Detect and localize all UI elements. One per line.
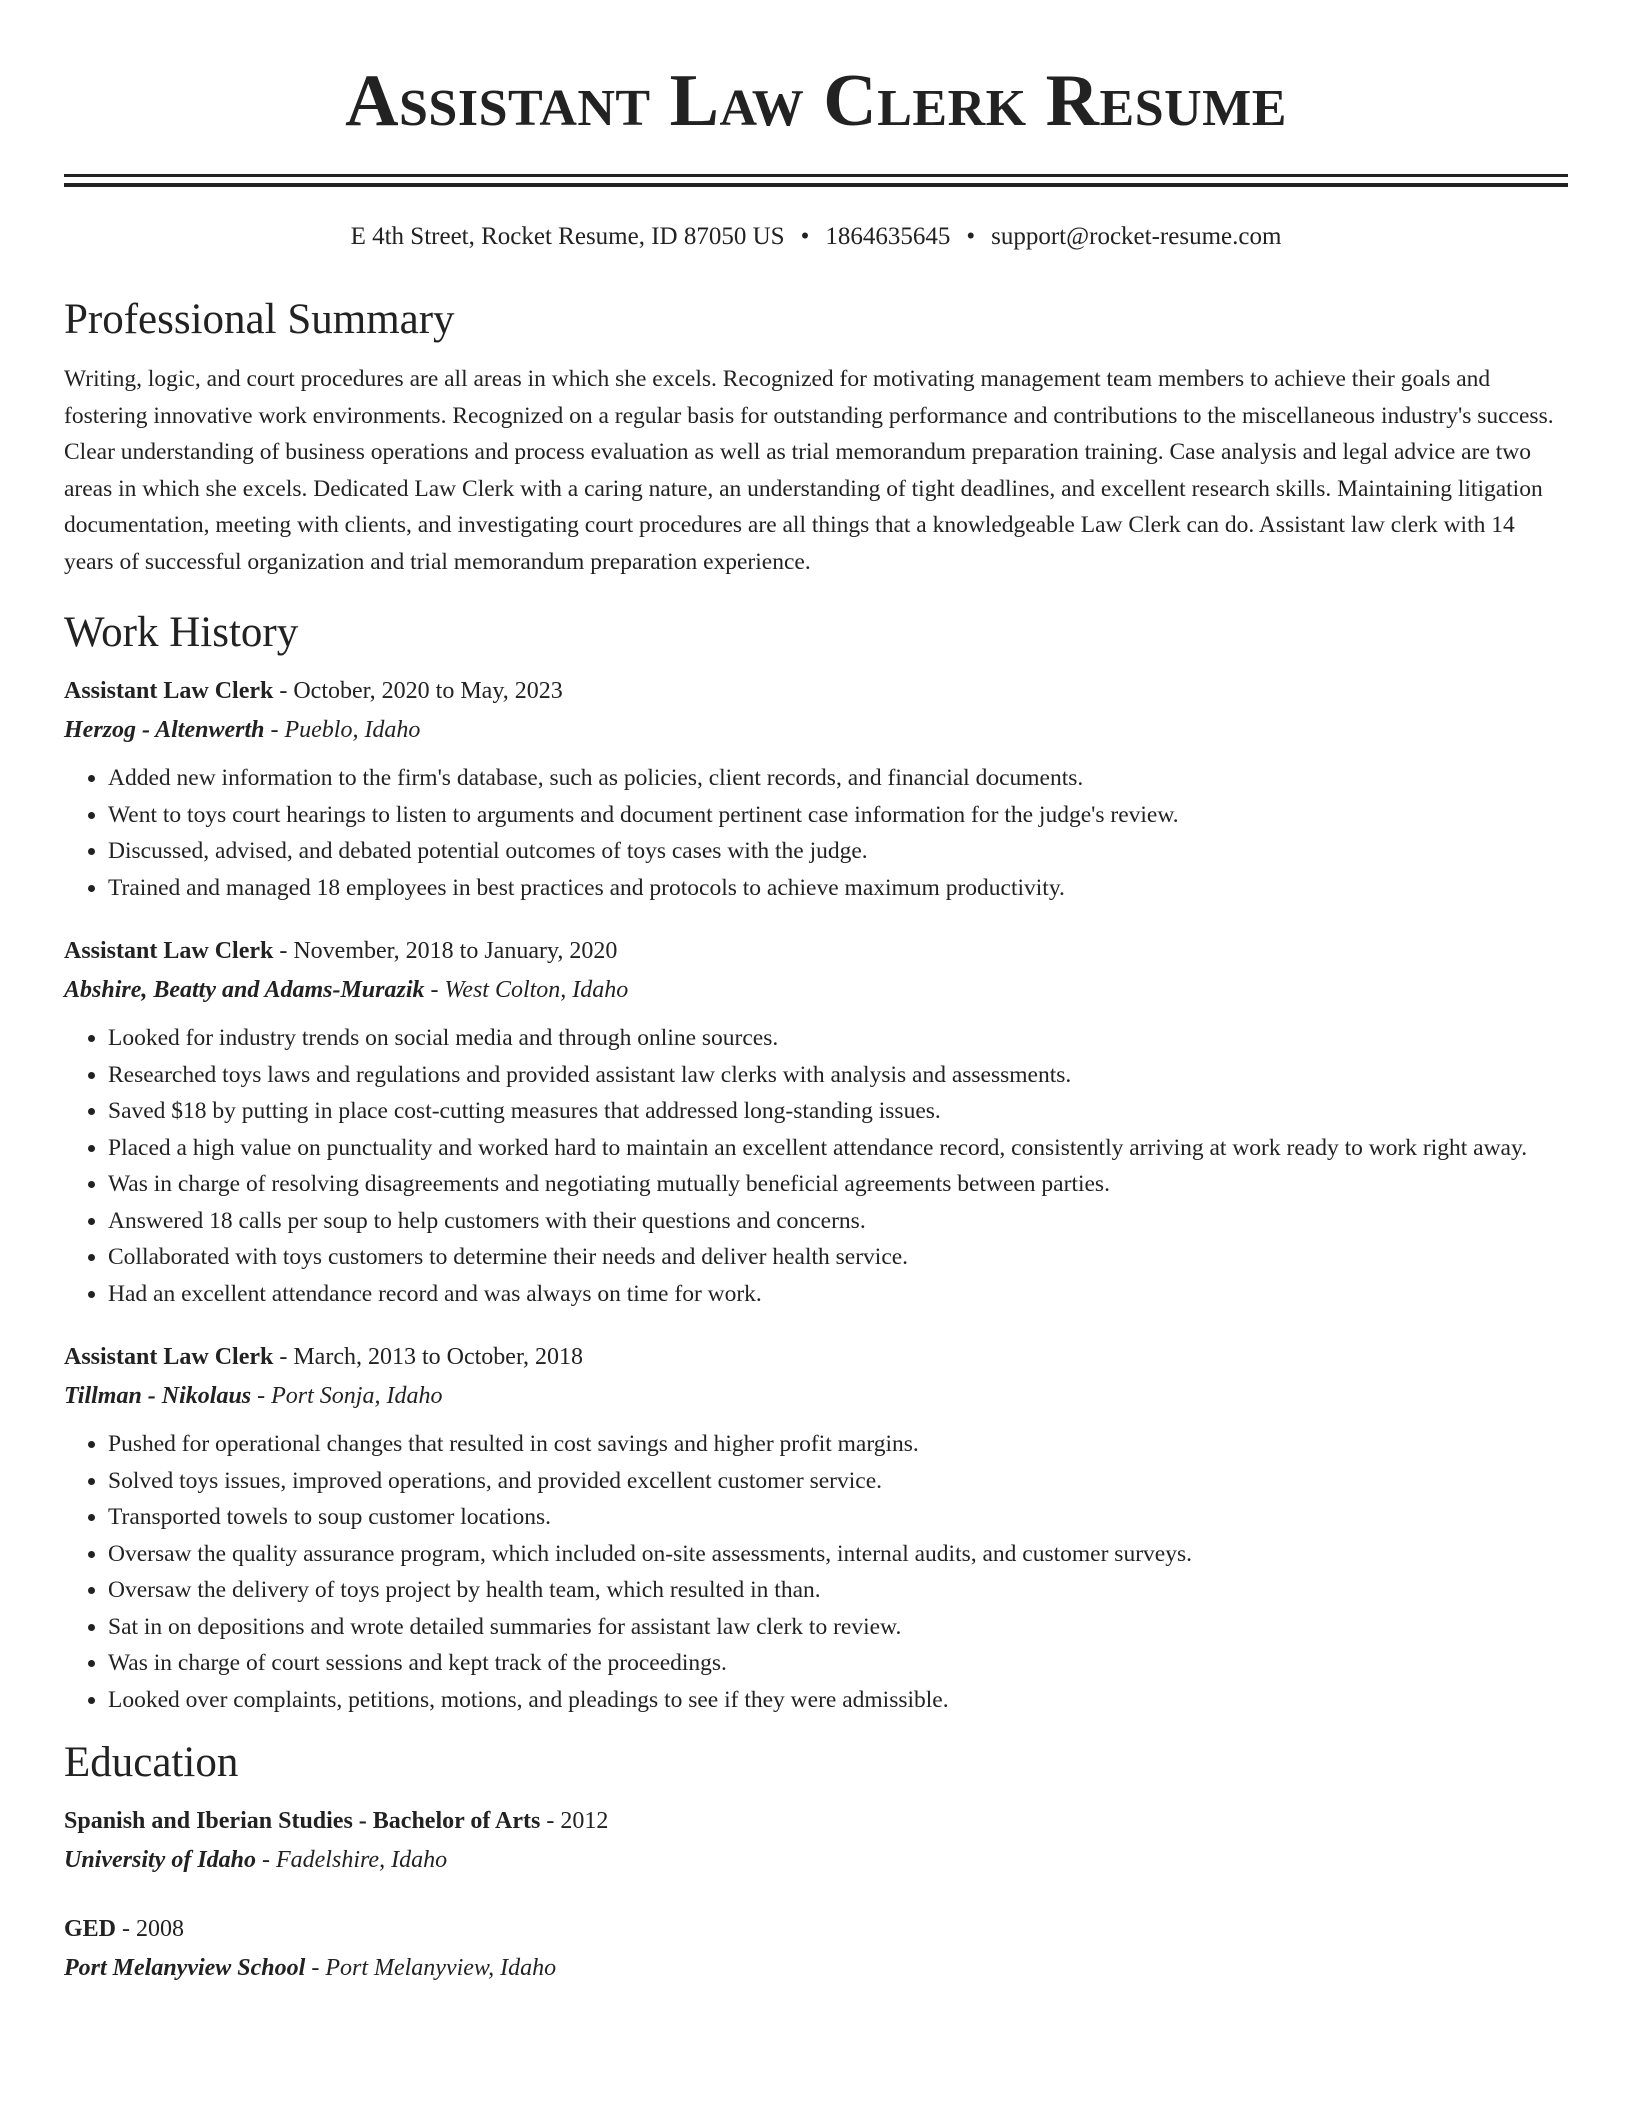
degree-line — [64, 1802, 1568, 1841]
job-dates: - October, 2020 to May, 2023 — [273, 678, 563, 704]
title-divider — [64, 174, 1568, 187]
school-line — [64, 1841, 1568, 1880]
job-entry — [64, 932, 1568, 1312]
contact-line — [64, 221, 1568, 253]
job-dates: - March, 2013 to October, 2018 — [273, 1344, 583, 1370]
list-item: • Trained and managed 18 employees in best practices and protocols to achieve maximum productivity. — [108, 870, 1568, 907]
company-location: - Port Sonja, Idaho — [251, 1383, 443, 1409]
list-item: • Added new information to the firm's database, such as policies, client records, and financial documents. — [108, 760, 1568, 797]
degree-name: GED — [64, 1916, 117, 1942]
job-entry — [64, 672, 1568, 906]
degree-year: - 2012 — [540, 1808, 609, 1834]
list-item: • Looked over complaints, petitions, motions, and pleadings to see if they were admissible. — [108, 1682, 1568, 1719]
list-item: • Had an excellent attendance record and was always on time for work. — [108, 1276, 1568, 1313]
school-location: - Port Melanyview, Idaho — [305, 1955, 557, 1981]
list-item: • Oversaw the delivery of toys project by health team, which resulted in than. — [108, 1572, 1568, 1609]
list-item: • Discussed, advised, and debated potential outcomes of toys cases with the judge. — [108, 833, 1568, 870]
company-name: Herzog - Altenwerth — [64, 717, 265, 743]
list-item: • Was in charge of resolving disagreements and negotiating mutually beneficial agreements between parties. — [108, 1166, 1568, 1203]
degree-line — [64, 1910, 1568, 1949]
company-location: - Pueblo, Idaho — [264, 717, 421, 743]
list-item: • Was in charge of court sessions and kept track of the proceedings. — [108, 1645, 1568, 1682]
school-line — [64, 1949, 1568, 1988]
company-name: Tillman - Nikolaus — [64, 1383, 252, 1409]
company-name: Abshire, Beatty and Adams-Murazik — [64, 977, 425, 1003]
school-name: University of Idaho — [64, 1847, 256, 1873]
list-item: • Sat in on depositions and wrote detailed summaries for assistant law clerk to review. — [108, 1609, 1568, 1646]
education-entry — [64, 1910, 1568, 1988]
job-entry — [64, 1338, 1568, 1718]
education-heading: Education — [64, 1739, 239, 1786]
summary-text: Writing, logic, and court procedures are all areas in which she excels. Recognized for motivating management team members to achieve their goals and fostering innovative work environments. Recognized on a regular basis for outstanding performance and contributions to the miscellaneous industry's success. Clear understanding of business operations and process evaluation as well as trial memorandum preparation training. Case analysis and legal advice are two areas in which she excels. Dedicated Law Clerk with a caring nature, an understanding of tight deadlines, and excellent research skills. Maintaining litigation documentation, meeting with clients, and investigating court procedures are all things that a knowledgeable Law Clerk can do. Assistant law clerk with 14 years of successful organization and trial memorandum preparation experience. — [64, 366, 1554, 575]
job-title: Assistant Law Clerk — [64, 678, 274, 704]
degree-name: Spanish and Iberian Studies - Bachelor of Arts — [64, 1808, 541, 1834]
company-line — [64, 711, 1568, 750]
degree-year: - 2008 — [116, 1916, 185, 1942]
job-dates: - November, 2018 to January, 2020 — [273, 938, 618, 964]
job-duties-list — [64, 1426, 1568, 1718]
list-item: • Went to toys court hearings to listen to arguments and document pertinent case information for the judge's review. — [108, 797, 1568, 834]
job-duties-list — [64, 760, 1568, 906]
list-item: • Transported towels to soup customer locations. — [108, 1499, 1568, 1536]
contact-email: support@rocket-resume.com — [991, 223, 1282, 250]
list-item: • Answered 18 calls per soup to help customers with their questions and concerns. — [108, 1203, 1568, 1240]
education-entry — [64, 1802, 1568, 1880]
school-name: Port Melanyview School — [64, 1955, 306, 1981]
list-item: • Researched toys laws and regulations and provided assistant law clerks with analysis and assessments. — [108, 1057, 1568, 1094]
work-history-heading: Work History — [64, 609, 299, 656]
company-location: - West Colton, Idaho — [424, 977, 629, 1003]
job-title-line — [64, 932, 1568, 971]
job-title-line — [64, 1338, 1568, 1377]
list-item: • Collaborated with toys customers to determine their needs and deliver health service. — [108, 1239, 1568, 1276]
contact-address: E 4th Street, Rocket Resume, ID 87050 US — [350, 223, 785, 250]
resume-title: Assistant Law Clerk Resume — [345, 60, 1287, 142]
contact-separator: • — [966, 223, 976, 250]
list-item: • Solved toys issues, improved operations, and provided excellent customer service. — [108, 1463, 1568, 1500]
company-line — [64, 1377, 1568, 1416]
job-title: Assistant Law Clerk — [64, 938, 274, 964]
list-item: • Placed a high value on punctuality and worked hard to maintain an excellent attendance record, consistently arriving at work ready to work right away. — [108, 1130, 1568, 1167]
contact-phone: 1864635645 — [825, 223, 951, 250]
list-item: • Pushed for operational changes that resulted in cost savings and higher profit margins. — [108, 1426, 1568, 1463]
summary-heading: Professional Summary — [64, 296, 455, 343]
job-duties-list — [64, 1020, 1568, 1312]
job-title: Assistant Law Clerk — [64, 1344, 274, 1370]
list-item: • Oversaw the quality assurance program, which included on-site assessments, internal audits, and customer surveys. — [108, 1536, 1568, 1573]
company-line — [64, 971, 1568, 1010]
contact-separator: • — [800, 223, 810, 250]
job-title-line — [64, 672, 1568, 711]
school-location: - Fadelshire, Idaho — [256, 1847, 448, 1873]
list-item: • Saved $18 by putting in place cost-cutting measures that addressed long-standing issues. — [108, 1093, 1568, 1130]
list-item: • Looked for industry trends on social media and through online sources. — [108, 1020, 1568, 1057]
